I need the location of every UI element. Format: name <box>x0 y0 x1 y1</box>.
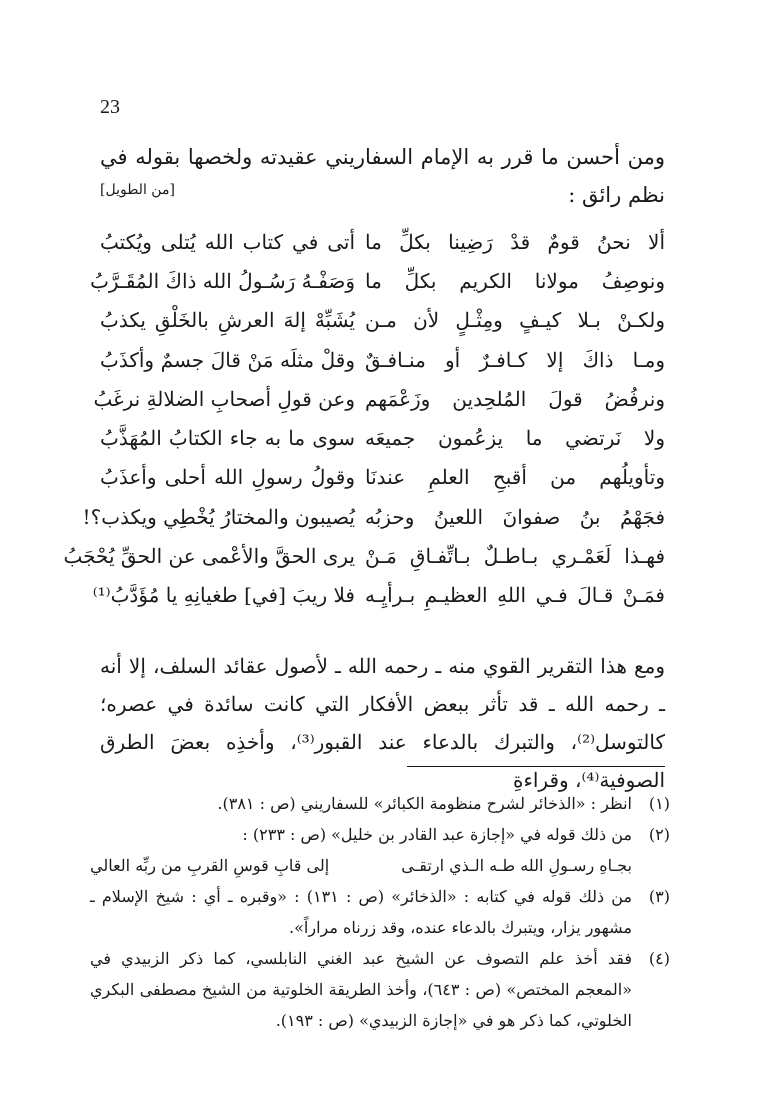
verse-first-hemistich: ألا نحنُ قومٌ قدْ رَضِينا بكلِّ ما <box>365 229 665 254</box>
footnote <box>90 788 670 819</box>
verse-row <box>90 261 665 300</box>
verse-first-hemistich: ولكـنْ بـلا كيـفٍ ومِثْـلٍ لأن مـن <box>365 308 665 333</box>
verse-first-hemistich: ونرفُضُ قولَ المُلحِدين وزَعْمَهم <box>365 386 665 411</box>
verse-row <box>100 340 665 379</box>
page-number: 23 <box>100 96 120 118</box>
footnote-verse <box>90 850 670 881</box>
verse-first-hemistich: وتأويلُهم من أقبحِ العلمِ عندنَا <box>365 465 665 490</box>
verse-second-hemistich: وقلْ مثلَه مَنْ قالَ جسمٌ وأكذَبُ <box>100 347 355 372</box>
footnote-verse-second: إلى قابِ قوسِ القربِ من ربِّه العالي <box>90 856 330 875</box>
verse-first-hemistich: فهـذا لَعَمْـري بـاطـلٌ بـاتِّفـاقِ مَـنْ <box>365 544 665 569</box>
footnote-text: من ذلك قوله في «إجازة عبد القادر بن خليل» (ص : ٢٣٣) : <box>242 825 632 844</box>
footnote-number: (١) <box>648 794 670 813</box>
footnote-number: (٤) <box>648 949 670 968</box>
verse-first-hemistich: ونوصِفُ مولانا الكريم بكلِّ ما <box>365 268 665 293</box>
footnote <box>90 943 670 1036</box>
footnote-text: من ذلك قوله في كتابه : «الذخائر» (ص : ١٣١) : «وقبره ـ أي : شيخ الإسلام ـ مشهور يزار، ويتبرك بالدعاء عنده، وقد زرناه مراراً». <box>90 887 633 937</box>
meter-label: [من الطويل] <box>100 182 175 198</box>
footnotes <box>90 788 670 1036</box>
footnote <box>90 819 670 850</box>
verse-first-hemistich: ولا نَرتضي ما يزعُمون جميعَه <box>365 426 665 451</box>
verse-row <box>92 576 665 615</box>
verse-second-hemistich: يُصيبون والمختارُ يُخْطِي ويكذب؟! <box>82 504 355 529</box>
verse-second-hemistich: يرى الحقَّ والأعْمى عن الحقِّ يُحْجَبُ <box>63 544 355 569</box>
footnote-number: (٢) <box>648 825 670 844</box>
verse-second-hemistich: وقولُ رسولِ الله أحلى وأعذَبُ <box>100 465 355 490</box>
verse-row <box>93 379 665 418</box>
verse-second-hemistich: فلا ريبَ [في] طغيانِهِ يا مُؤَدَّبُ⁽¹⁾ <box>92 583 355 608</box>
verse-row <box>100 222 665 261</box>
poem-verses <box>63 222 665 615</box>
verse-row <box>63 536 665 575</box>
verse-first-hemistich: ومـا ذاكَ إلا كـافـرٌ أو منـافـقٌ <box>365 347 665 372</box>
footnote-number: (٣) <box>648 887 670 906</box>
footnote-text: فقد أخذ علم التصوف عن الشيخ عبد الغني النابلسي، كما ذكر الزبيدي في «المعجم المختص» (ص : ٦٤٣)، وأخذ الطريقة الخلوتية من الشيخ مصطفى البكري الخلوتي، كما ذكر هو في «إجازة الزبيدي» (ص : ١٩٣). <box>90 949 632 1030</box>
footnote-verse-first: بجـاهِ رسـولِ الله طـه الـذي ارتقـى <box>401 856 632 875</box>
verse-row <box>82 497 665 536</box>
verse-second-hemistich: سوى ما به جاء الكتابُ المُهَذَّبُ <box>100 426 355 451</box>
verse-row <box>100 418 665 457</box>
verse-first-hemistich: فمَـنْ قـالَ فـي اللهِ العظيـمِ بـرأيِـه <box>365 583 665 608</box>
footnote-text: انظر : «الذخائر لشرح منظومة الكبائر» للسفاريني (ص : ٣٨١). <box>217 794 632 813</box>
verse-second-hemistich: وعن قولِ أصحابِ الضلالةِ نرغَبُ <box>93 386 355 411</box>
footnote <box>90 881 670 943</box>
intro-paragraph: ومن أحسن ما قرر به الإمام السفاريني عقيدته ولخصها بقوله في نظم رائق : <box>100 145 665 207</box>
body-paragraph-text: ومع هذا التقرير القوي منه ـ رحمه الله ـ لأصول عقائد السلف، إلا أنه ـ رحمه الله ـ قد تأثر ببعض الأفكار التي كانت سائدة في عصره؛ كالتوسل⁽²⁾، والتبرك بالدعاء عند القبور⁽³⁾، وأخذِه بعضَ الطرق الصوفية⁽⁴⁾، وقراءةِ <box>100 654 665 792</box>
body-paragraph <box>100 647 665 799</box>
footnote-separator <box>407 766 665 767</box>
verse-row <box>100 458 665 497</box>
verse-second-hemistich: يُشَبِّهْ إلهَ العرشِ بالخَلْقِ يكذبُ <box>100 308 355 333</box>
verse-row <box>100 301 665 340</box>
verse-second-hemistich: وَصَفْـهُ رَسُـولُ الله ذاكَ المُقَـرَّبُ <box>90 268 355 293</box>
verse-first-hemistich: فجَهْمُ بنُ صفوانَ اللعينُ وحزبُه <box>365 504 665 529</box>
verse-second-hemistich: أتى في كتاب الله يُتلى ويُكتبُ <box>100 229 355 254</box>
